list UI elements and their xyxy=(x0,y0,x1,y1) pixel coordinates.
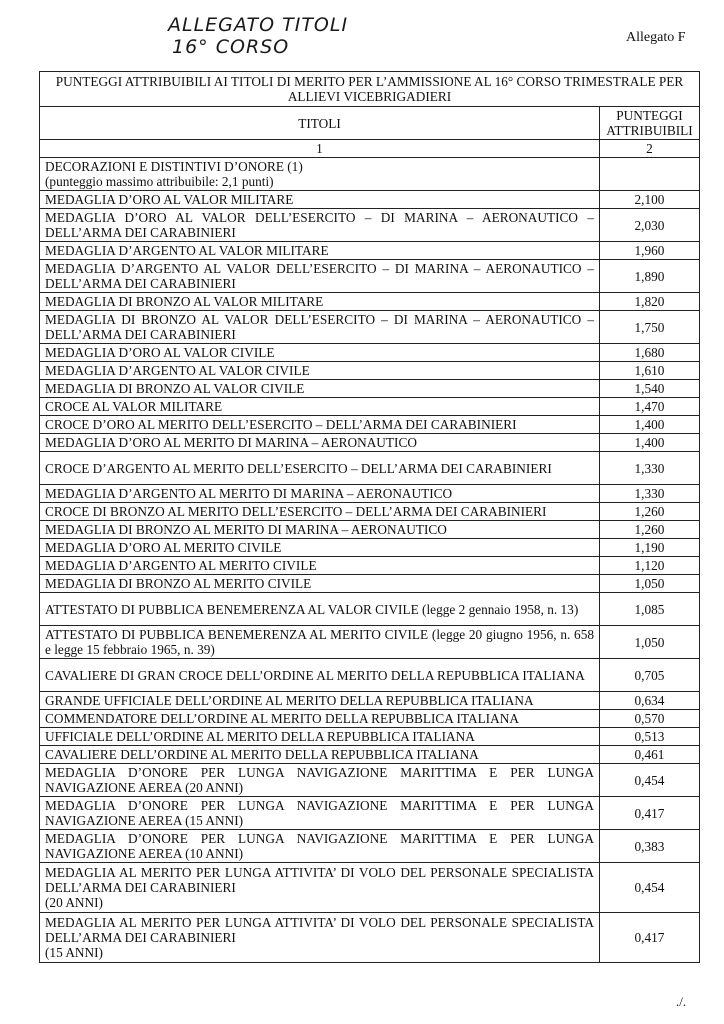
row-title: CROCE D’ARGENTO AL MERITO DELL’ESERCITO – DELL’ARMA DEI CARABINIERI xyxy=(40,452,600,485)
table-row xyxy=(40,362,700,380)
row-points: 0,705 xyxy=(600,659,700,692)
table-row xyxy=(40,380,700,398)
row-title: MEDAGLIA D’ORO AL VALOR MILITARE xyxy=(40,191,600,209)
table-row xyxy=(40,242,700,260)
row-title: MEDAGLIA D’ARGENTO AL MERITO DI MARINA – AERONAUTICO xyxy=(40,485,600,503)
row-title: MEDAGLIA D’ONORE PER LUNGA NAVIGAZIONE MARITTIMA E PER LUNGA NAVIGAZIONE AEREA (15 ANNI) xyxy=(40,797,600,830)
section-title-cell xyxy=(40,158,600,191)
table-row xyxy=(40,311,700,344)
table-row xyxy=(40,344,700,362)
row-title: MEDAGLIA DI BRONZO AL VALOR MILITARE xyxy=(40,293,600,311)
row-points: 1,050 xyxy=(600,626,700,659)
row-title: CROCE AL VALOR MILITARE xyxy=(40,398,600,416)
row-points: 1,330 xyxy=(600,452,700,485)
table-row xyxy=(40,830,700,863)
header-titles: TITOLI xyxy=(40,107,600,140)
table-row xyxy=(40,746,700,764)
row-points: 0,417 xyxy=(600,913,700,963)
row-points: 0,570 xyxy=(600,710,700,728)
table-row xyxy=(40,209,700,242)
row-points: 1,470 xyxy=(600,398,700,416)
table-row xyxy=(40,452,700,485)
continuation-mark: ./. xyxy=(676,994,687,1009)
row-note: (15 ANNI) xyxy=(45,945,103,960)
row-points: 1,330 xyxy=(600,485,700,503)
table-row xyxy=(40,521,700,539)
row-title: MEDAGLIA D’ARGENTO AL MERITO CIVILE xyxy=(40,557,600,575)
row-points: 0,383 xyxy=(600,830,700,863)
row-title: MEDAGLIA D’ORO AL MERITO DI MARINA – AERONAUTICO xyxy=(40,434,600,452)
row-title: MEDAGLIA DI BRONZO AL MERITO DI MARINA – AERONAUTICO xyxy=(40,521,600,539)
table-row xyxy=(40,539,700,557)
row-points: 1,890 xyxy=(600,260,700,293)
row-title: GRANDE UFFICIALE DELL’ORDINE AL MERITO DELLA REPUBBLICA ITALIANA xyxy=(40,692,600,710)
row-points: 0,454 xyxy=(600,863,700,913)
row-title: MEDAGLIA DI BRONZO AL VALOR DELL’ESERCITO – DI MARINA – AERONAUTICO – DELL’ARMA DEI CARABINIERI xyxy=(40,311,600,344)
row-title: CROCE DI BRONZO AL MERITO DELL’ESERCITO – DELL’ARMA DEI CARABINIERI xyxy=(40,503,600,521)
row-title: MEDAGLIA DI BRONZO AL VALOR CIVILE xyxy=(40,380,600,398)
table-row xyxy=(40,659,700,692)
column-number: 1 xyxy=(40,140,600,158)
row-title: MEDAGLIA D’ORO AL VALOR CIVILE xyxy=(40,344,600,362)
row-points: 1,120 xyxy=(600,557,700,575)
table-row xyxy=(40,728,700,746)
row-points: 1,540 xyxy=(600,380,700,398)
row-title: MEDAGLIA D’ONORE PER LUNGA NAVIGAZIONE MARITTIMA E PER LUNGA NAVIGAZIONE AEREA (20 ANNI) xyxy=(40,764,600,797)
table-row xyxy=(40,797,700,830)
row-title: MEDAGLIA D’ONORE PER LUNGA NAVIGAZIONE MARITTIMA E PER LUNGA NAVIGAZIONE AEREA (10 ANNI) xyxy=(40,830,600,863)
row-points: 0,634 xyxy=(600,692,700,710)
header-points: PUNTEGGI ATTRIBUIBILI xyxy=(600,107,700,140)
handwritten-line: ALLEGATO TITOLI xyxy=(168,14,349,36)
table-row xyxy=(40,593,700,626)
table-row xyxy=(40,863,700,913)
table-row xyxy=(40,293,700,311)
table-row xyxy=(40,485,700,503)
column-number: 2 xyxy=(600,140,700,158)
table-row xyxy=(40,260,700,293)
row-title: CAVALIERE DI GRAN CROCE DELL’ORDINE AL MERITO DELLA REPUBBLICA ITALIANA xyxy=(40,659,600,692)
row-points: 0,454 xyxy=(600,764,700,797)
row-title: MEDAGLIA DI BRONZO AL MERITO CIVILE xyxy=(40,575,600,593)
table-row xyxy=(40,398,700,416)
table-row xyxy=(40,416,700,434)
row-points: 1,960 xyxy=(600,242,700,260)
row-points: 1,680 xyxy=(600,344,700,362)
section-note: (punteggio massimo attribuibile: 2,1 punti) xyxy=(45,174,274,189)
section-title: DECORAZIONI E DISTINTIVI D’ONORE (1) xyxy=(45,159,303,174)
table-row xyxy=(40,913,700,963)
table-row xyxy=(40,557,700,575)
handwritten-line: 16° CORSO xyxy=(172,36,290,58)
table-row xyxy=(40,710,700,728)
row-title: MEDAGLIA AL MERITO PER LUNGA ATTIVITA’ DI VOLO DEL PERSONALE SPECIALISTA DELL’ARMA DEI CARABINIERI xyxy=(45,865,594,895)
row-points: 2,100 xyxy=(600,191,700,209)
row-points: 1,260 xyxy=(600,521,700,539)
row-points: 1,610 xyxy=(600,362,700,380)
row-title: ATTESTATO DI PUBBLICA BENEMERENZA AL MERITO CIVILE (legge 20 giugno 1956, n. 658 e legge 15 febbraio 1965, n. 39) xyxy=(40,626,600,659)
row-title-cell xyxy=(40,863,600,913)
attachment-label: Allegato F xyxy=(626,30,686,45)
row-points: 1,820 xyxy=(600,293,700,311)
row-title: MEDAGLIA D’ARGENTO AL VALOR DELL’ESERCITO – DI MARINA – AERONAUTICO – DELL’ARMA DEI CARABINIERI xyxy=(40,260,600,293)
section-points-cell xyxy=(600,158,700,191)
row-title: MEDAGLIA D’ORO AL MERITO CIVILE xyxy=(40,539,600,557)
table-row xyxy=(40,764,700,797)
row-title: MEDAGLIA D’ARGENTO AL VALOR MILITARE xyxy=(40,242,600,260)
row-title: MEDAGLIA D’ORO AL VALOR DELL’ESERCITO – DI MARINA – AERONAUTICO – DELL’ARMA DEI CARABINIERI xyxy=(40,209,600,242)
row-title: CROCE D’ORO AL MERITO DELL’ESERCITO – DELL’ARMA DEI CARABINIERI xyxy=(40,416,600,434)
table-row xyxy=(40,626,700,659)
table-row xyxy=(40,692,700,710)
row-points: 1,400 xyxy=(600,416,700,434)
table-title: PUNTEGGI ATTRIBUIBILI AI TITOLI DI MERITO PER L’AMMISSIONE AL 16° CORSO TRIMESTRALE PER ALLIEVI VICEBRIGADIERI xyxy=(40,72,700,107)
table-row xyxy=(40,434,700,452)
row-points: 1,400 xyxy=(600,434,700,452)
handwritten-note xyxy=(168,14,348,58)
row-points: 1,260 xyxy=(600,503,700,521)
row-title: UFFICIALE DELL’ORDINE AL MERITO DELLA REPUBBLICA ITALIANA xyxy=(40,728,600,746)
table-row xyxy=(40,191,700,209)
merit-points-table xyxy=(39,71,700,963)
row-points: 2,030 xyxy=(600,209,700,242)
row-points: 0,513 xyxy=(600,728,700,746)
row-title: ATTESTATO DI PUBBLICA BENEMERENZA AL VALOR CIVILE (legge 2 gennaio 1958, n. 13) xyxy=(40,593,600,626)
row-points: 1,750 xyxy=(600,311,700,344)
row-title: COMMENDATORE DELL’ORDINE AL MERITO DELLA REPUBBLICA ITALIANA xyxy=(40,710,600,728)
row-points: 1,190 xyxy=(600,539,700,557)
table-row xyxy=(40,503,700,521)
row-points: 1,050 xyxy=(600,575,700,593)
row-points: 1,085 xyxy=(600,593,700,626)
row-points: 0,417 xyxy=(600,797,700,830)
row-note: (20 ANNI) xyxy=(45,895,103,910)
row-points: 0,461 xyxy=(600,746,700,764)
table-row xyxy=(40,575,700,593)
row-title: MEDAGLIA D’ARGENTO AL VALOR CIVILE xyxy=(40,362,600,380)
row-title: CAVALIERE DELL’ORDINE AL MERITO DELLA REPUBBLICA ITALIANA xyxy=(40,746,600,764)
row-title: MEDAGLIA AL MERITO PER LUNGA ATTIVITA’ DI VOLO DEL PERSONALE SPECIALISTA DELL’ARMA DEI CARABINIERI xyxy=(45,915,594,945)
row-title-cell xyxy=(40,913,600,963)
